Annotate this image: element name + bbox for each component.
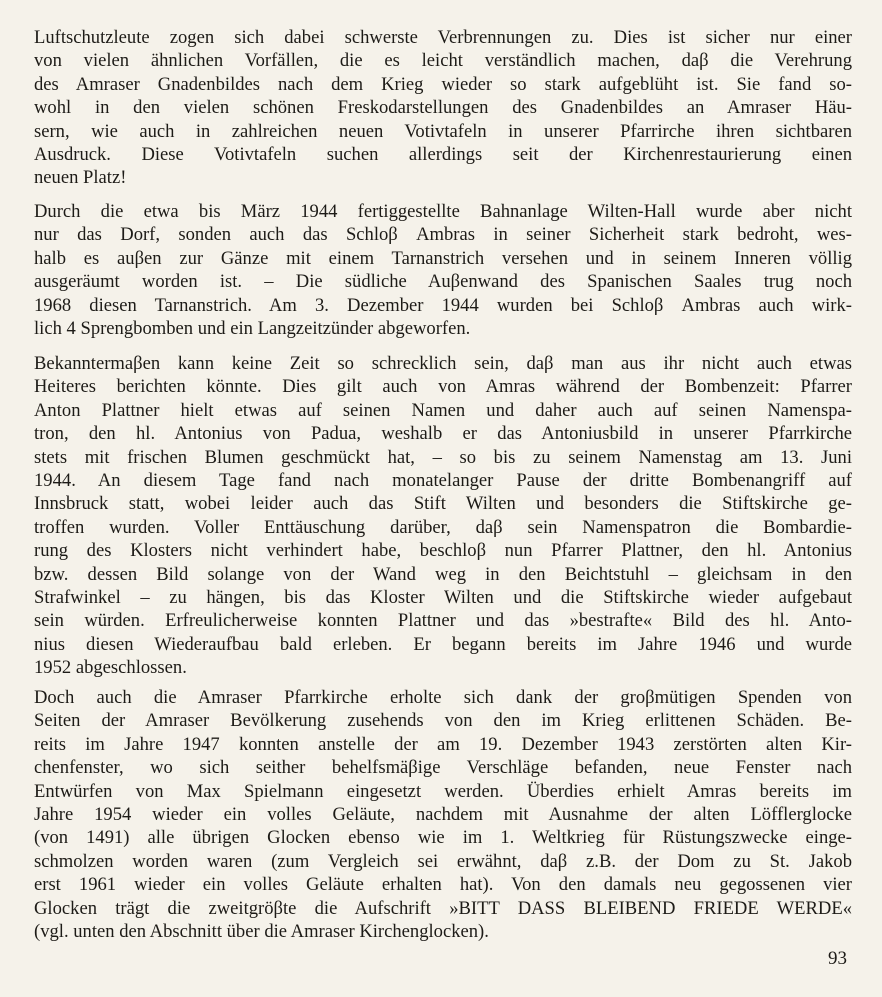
text-line: Glocken trägt die zweitgröβte die Aufschrift »BITT DASS BLEIBEND FRIEDE WERDE« — [34, 897, 852, 919]
text-line: Innsbruck statt, wobei leider auch das Stift Wilten und besonders die Stiftskirche ge- — [34, 493, 852, 515]
text-line: bzw. dessen Bild solange von der Wand weg in den Beichtstuhl – gleichsam in den — [34, 563, 852, 585]
text-line: Doch auch die Amraser Pfarrkirche erholte sich dank der groβmütigen Spenden von — [34, 687, 852, 708]
text-line: Strafwinkel – zu hängen, bis das Kloster Wilten und die Stiftskirche wieder aufgebaut — [34, 586, 852, 608]
text-line: erst 1961 wieder ein volles Geläute erhalten hat). Von den damals neu gegossenen vier — [34, 874, 852, 896]
text-line: rung des Klosters nicht verhindert habe, beschloβ nun Pfarrer Plattner, den hl. Antonius — [34, 540, 852, 562]
text-line: Durch die etwa bis März 1944 fertiggestellte Bahnanlage Wilten-Hall wurde aber nicht — [34, 201, 852, 222]
paragraph-2 — [34, 200, 852, 340]
paragraph-1 — [34, 26, 852, 190]
text-line: von vielen ähnlichen Vorfällen, die es leicht verständlich machen, daβ die Verehrung — [34, 50, 852, 72]
text-line: Bekanntermaβen kann keine Zeit so schrecklich sein, daβ man aus ihr nicht auch etwas — [34, 353, 852, 374]
page-number: 93 — [828, 948, 847, 969]
text-line: Ausdruck. Diese Votivtafeln suchen allerdings seit der Kirchenrestaurierung einen — [34, 143, 852, 165]
text-line: 1952 abgeschlossen. — [34, 657, 187, 679]
text-line: troffen wurden. Voller Enttäuschung darüber, daβ sein Namenspatron die Bombardie- — [34, 516, 852, 538]
text-line: sern, wie auch in zahlreichen neuen Votivtafeln in unserer Pfarrirche ihren sichtbaren — [34, 120, 852, 142]
text-line: nius diesen Wiederaufbau bald erleben. Er begann bereits im Jahre 1946 und wurde — [34, 633, 852, 655]
text-line: Jahre 1954 wieder ein volles Geläute, nachdem mit Ausnahme der alten Löfflerglocke — [34, 803, 852, 825]
text-line: nur das Dorf, sonden auch das Schloβ Ambras in seiner Sicherheit stark bedroht, wes- — [34, 224, 852, 246]
text-line: Luftschutzleute zogen sich dabei schwerste Verbrennungen zu. Dies ist sicher nur einer — [34, 27, 852, 48]
paragraph-4 — [34, 686, 852, 943]
text-line: stets mit frischen Blumen geschmückt hat, – so bis zu seinem Namenstag am 13. Juni — [34, 446, 852, 468]
text-line: Seiten der Amraser Bevölkerung zusehends von den im Krieg erlittenen Schäden. Be- — [34, 710, 852, 732]
text-line: Anton Plattner hielt etwas auf seinen Namen und daher auch auf seinen Namenspa- — [34, 399, 852, 421]
text-line: des Amraser Gnadenbildes nach dem Krieg wieder so stark aufgeblüht ist. Sie fand so- — [34, 73, 852, 95]
text-line: Entwürfen von Max Spielmann eingesetzt werden. Überdies erhielt Amras bereits im — [34, 780, 852, 802]
text-line: halb es auβen zur Gänze mit einem Tarnanstrich versehen und in seinem Inneren völlig — [34, 247, 852, 269]
text-line: wohl in den vielen schönen Freskodarstellungen des Gnadenbildes an Amraser Häu- — [34, 97, 852, 119]
paragraph-3 — [34, 352, 852, 679]
text-line: Heiteres berichten könnte. Dies gilt auch von Amras während der Bombenzeit: Pfarrer — [34, 376, 852, 398]
text-line: neuen Platz! — [34, 167, 127, 189]
text-line: tron, den hl. Antonius von Padua, weshalb er das Antoniusbild in unserer Pfarrkirche — [34, 423, 852, 445]
text-line: lich 4 Sprengbomben und ein Langzeitzünder abgeworfen. — [34, 317, 471, 339]
text-line: 1968 diesen Tarnanstrich. Am 3. Dezember 1944 wurden bei Schloβ Ambras auch wirk- — [34, 294, 852, 316]
text-line: (von 1491) alle übrigen Glocken ebenso wie im 1. Weltkrieg für Rüstungszwecke einge- — [34, 827, 852, 849]
text-line: schmolzen worden waren (zum Vergleich sei erwähnt, daβ z.B. der Dom zu St. Jakob — [34, 850, 852, 872]
text-line: sein würden. Erfreulicherweise konnten Plattner und das »bestrafte« Bild des hl. Anto- — [34, 610, 852, 632]
text-line: ausgeräumt worden ist. – Die südliche Auβenwand des Spanischen Saales trug noch — [34, 271, 852, 293]
text-line: 1944. An diesem Tage fand nach monatelanger Pause der dritte Bombenangriff auf — [34, 469, 852, 491]
text-line: reits im Jahre 1947 konnten anstelle der am 19. Dezember 1943 zerstörten alten Kir- — [34, 733, 852, 755]
text-line: (vgl. unten den Abschnitt über die Amraser Kirchenglocken). — [34, 920, 489, 942]
text-line: chenfenster, wo sich seither behelfsmäβige Verschläge befanden, neue Fenster nach — [34, 757, 852, 779]
